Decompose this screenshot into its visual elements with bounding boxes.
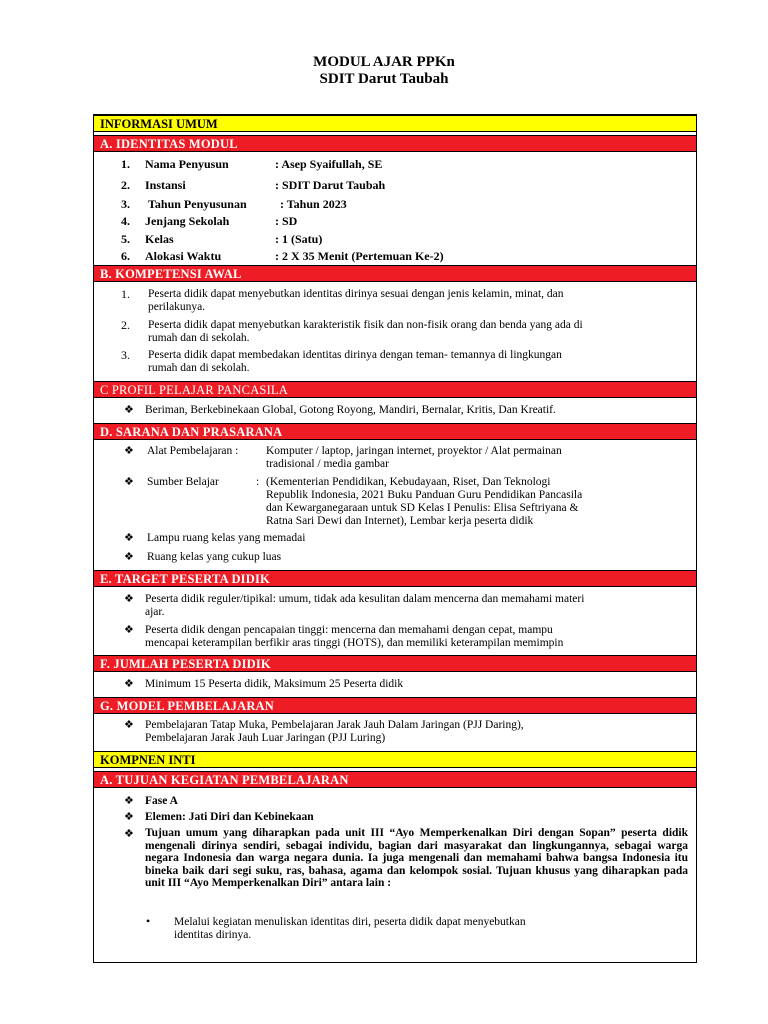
- kompetensi-item: rumah dan di sekolah.: [148, 332, 250, 344]
- kompetensi-num: 3.: [121, 348, 130, 362]
- section-komponen-inti: KOMPNEN INTI: [94, 751, 696, 768]
- model-text: Pembelajaran Tatap Muka, Pembelajaran Jarak Jauh Dalam Jaringan (PJJ Daring),: [145, 719, 524, 731]
- alat-label: Alat Pembelajaran :: [147, 445, 239, 457]
- section-sarana-prasarana: D. SARANA DAN PRASARANA: [94, 423, 696, 440]
- kompetensi-item: Peserta didik dapat membedakan identitas dirinya dengan teman- temannya di lingkungan: [148, 349, 562, 361]
- identitas-label: Kelas: [145, 232, 174, 246]
- identitas-value: : 1 (Satu): [275, 232, 323, 246]
- section-kompetensi-awal: B. KOMPETENSI AWAL: [94, 265, 696, 282]
- identitas-value: : SD: [275, 214, 298, 228]
- identitas-num: 2.: [121, 178, 130, 192]
- jumlah-text: Minimum 15 Peserta didik, Maksimum 25 Peserta didik: [145, 678, 404, 690]
- alat-value: Komputer / laptop, jaringan internet, proyektor / Alat permainan: [266, 445, 562, 457]
- target-hots: Peserta didik dengan pencapaian tinggi: mencerna dan memahami dengan cepat, mampu: [145, 624, 553, 636]
- section-target-peserta: E. TARGET PESERTA DIDIK: [94, 570, 696, 587]
- document-subtitle: SDIT Darut Taubah: [319, 71, 449, 87]
- identitas-num: 4.: [121, 214, 130, 228]
- model-text: Pembelajaran Jarak Jauh Luar Jaringan (PJJ Luring): [145, 732, 386, 744]
- tujuan-paragraph: Tujuan umum yang diharapkan pada unit III “Ayo Memperkenalkan Diri dengan Sopan” peserta didik mengenali dirinya sendiri, sebagai individu, bagian dari masyarakat dan lingkungannya, sebagai warga negara Indonesia dan warga negara dunia. Ia juga mengenali dan memahami bahwa bangsa Indonesia itu bineka baik dari segi suku, ras, bahasa, agama dan kelompok sosial. Tujuan khusus yang diharapkan pada unit III “Ayo Memperkenalkan Diri” antara lain :: [145, 827, 688, 890]
- diamond-bullet-icon: ❖: [124, 828, 134, 840]
- identitas-label: Nama Penyusun: [145, 157, 229, 171]
- lampu-item: Lampu ruang kelas yang memadai: [147, 532, 306, 544]
- diamond-bullet-icon: ❖: [124, 404, 134, 416]
- identitas-value: : 2 X 35 Menit (Pertemuan Ke-2): [275, 249, 444, 263]
- diamond-bullet-icon: ❖: [124, 811, 134, 823]
- fase-text: Fase A: [145, 795, 178, 807]
- diamond-bullet-icon: ❖: [124, 445, 134, 457]
- identitas-label: Tahun Penyusunan: [148, 197, 247, 211]
- diamond-bullet-icon: ❖: [124, 624, 134, 636]
- identitas-num: 3.: [121, 197, 130, 211]
- kompetensi-item: rumah dan di sekolah.: [148, 362, 250, 374]
- sumber-value: Republik Indonesia, 2021 Buku Panduan Guru Pendidikan Pancasila: [266, 489, 583, 501]
- ruang-item: Ruang kelas yang cukup luas: [147, 551, 282, 563]
- diamond-bullet-icon: ❖: [124, 795, 134, 807]
- kompetensi-num: 2.: [121, 318, 130, 332]
- identitas-value: : Tahun 2023: [280, 197, 347, 211]
- diamond-bullet-icon: ❖: [124, 551, 134, 563]
- sumber-label: Sumber Belajar: [147, 476, 219, 488]
- diamond-bullet-icon: ❖: [124, 678, 134, 690]
- alat-value: tradisional / media gambar: [266, 458, 389, 470]
- sumber-value: dan Kewarganegaraan untuk SD Kelas I Penulis: Elisa Seftriyana &: [266, 502, 579, 514]
- identitas-label: Jenjang Sekolah: [145, 214, 230, 228]
- identitas-num: 5.: [121, 232, 130, 246]
- diamond-bullet-icon: ❖: [124, 476, 134, 488]
- sumber-value: (Kementerian Pendidikan, Kebudayaan, Riset, Dan Teknologi: [266, 476, 551, 488]
- tujuan-bullet: Melalui kegiatan menuliskan identitas diri, peserta didik dapat menyebutkan: [174, 916, 526, 928]
- identitas-value: : Asep Syaifullah, SE: [275, 157, 383, 171]
- section-tujuan-kegiatan: A. TUJUAN KEGIATAN PEMBELAJARAN: [94, 771, 696, 788]
- identitas-num: 1.: [121, 157, 130, 171]
- identitas-label: Instansi: [145, 178, 186, 192]
- identitas-num: 6.: [121, 249, 130, 263]
- section-jumlah-peserta: F. JUMLAH PESERTA DIDIK: [94, 655, 696, 672]
- document-title: MODUL AJAR PPKn: [313, 54, 455, 70]
- diamond-bullet-icon: ❖: [124, 719, 134, 731]
- kompetensi-item: Peserta didik dapat menyebutkan identitas dirinya sesuai dengan jenis kelamin, minat, dan: [148, 288, 564, 300]
- sumber-colon: :: [256, 476, 260, 488]
- diamond-bullet-icon: ❖: [124, 593, 134, 605]
- section-identitas-modul: A. IDENTITAS MODUL: [94, 135, 696, 152]
- target-hots: mencapai keterampilan berfikir aras tinggi (HOTS), dan memiliki keterampilan memimpin: [145, 637, 564, 649]
- bullet-icon: •: [146, 914, 151, 928]
- profil-text: Beriman, Berkebinekaan Global, Gotong Royong, Mandiri, Bernalar, Kritis, Dan Kreatif.: [145, 404, 556, 416]
- tujuan-bullet: identitas dirinya.: [174, 929, 252, 941]
- target-reguler: Peserta didik reguler/tipikal: umum, tidak ada kesulitan dalam mencerna dan memahami materi: [145, 593, 585, 605]
- identitas-label: Alokasi Waktu: [145, 249, 222, 263]
- kompetensi-item: Peserta didik dapat menyebutkan karakteristik fisik dan non-fisik orang dan benda yang ada di: [148, 319, 583, 331]
- kompetensi-num: 1.: [121, 287, 130, 301]
- section-profil-pelajar: C PROFIL PELAJAR PANCASILA: [94, 381, 696, 398]
- target-reguler: ajar.: [145, 606, 165, 618]
- kompetensi-item: perilakunya.: [148, 301, 206, 313]
- section-informasi-umum: INFORMASI UMUM: [94, 115, 696, 132]
- identitas-value: : SDIT Darut Taubah: [275, 178, 386, 192]
- diamond-bullet-icon: ❖: [124, 532, 134, 544]
- section-model-pembelajaran: G. MODEL PEMBELAJARAN: [94, 697, 696, 714]
- elemen-text: Elemen: Jati Diri dan Kebinekaan: [145, 811, 314, 823]
- sumber-value: Ratna Sari Dewi dan Internet), Lembar kerja peserta didik: [266, 515, 534, 527]
